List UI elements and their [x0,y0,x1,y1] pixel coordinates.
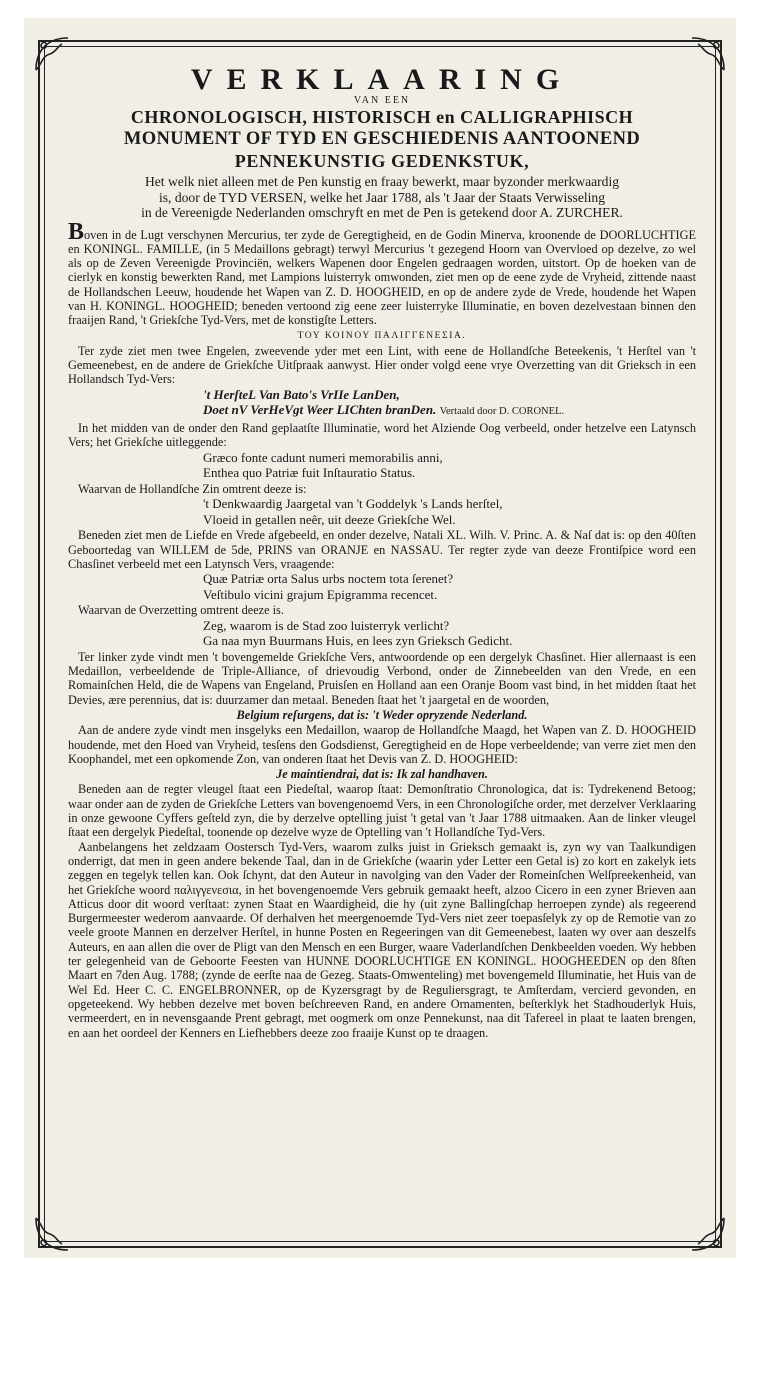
motto-line: Je maintiendrai, dat is: Ik zal handhaven. [276,767,488,782]
verse-line: Græco fonte cadunt numeri memorabilis anni, [203,449,443,465]
subtitle [68,174,696,221]
translator-note: Vertaald door D. CORONEL. [439,406,565,418]
verse-line: Vloeid in getallen neêr, uit deeze Griekſche Wel. [203,511,456,527]
motto-line: Belgium reſurgens, dat is: 't Weder opryzende Nederland. [236,707,528,722]
corner-ornament-icon [32,1214,72,1254]
verse-line: Doet nV VerHeVgt Weer LIChten branDen. Vertaald door D. CORONEL. [203,402,565,418]
paragraph: Aan de andere zyde vindt men insgelyks een Medaillon, waarop de Hollandſche Maagd, het Wapen van Z. D. HOOGHEID houdende, met den Hoed van Vryheid, tesſens den Godsdienst, Geregtigheid en de Hope verbeeldende; van verre ziet men den Koophandel, met een opkomende Zon, van onderen ſtaat het Devis van Z. D. HOOGHEID: [68,723,696,766]
paragraph: Beneden aan de regter vleugel ſtaat een Piedeſtal, waarop ſtaat: Demonſtratio Chronologica, dat is: Tydrekenend Betoog; waar onder aan de zyden de Griekſche Letters van bovengenoemd Vers, in een Chronologiſche order, met derzelver Verklaaring in onze gewoone Cyffers geſteld zyn, die by derzelve optelling juist 't getal van 't Jaar 1788 uitmaaken. Aan de linker vleugel ſtaat een dergelyk Piedeſtal, toonende op dezelve wyze de Optelling van 't Hollandſche Tyd-Vers. [68,782,696,840]
printed-sheet [24,18,736,1258]
verse-line: Zeg, waarom is de Stad zoo luisterryk verlicht? [203,617,450,633]
corner-ornament-icon [688,1214,728,1254]
subtitle-line: is, door de TYD VERSEN, welke het Jaar 1788, als 't Jaar der Staats Verwisseling [158,189,606,205]
paragraph: Boven in de Lugt verschynen Mercurius, ter zyde de Geregtigheid, en de Godin Minerva, kroonende de DOORLUCHTIGE en KONINGL. FAMILLE, (in 5 Medaillons gebragt) terwyl Mercurius 't gezegend Hoorn van Overvloed op dezelve, zo wel als op de Zeven Vereenigde Provinciën, welkers Wapenen door Engelen gedraagen worden, uitstort. Op de hoeken van de cierlyk en konstig bewerkten Rand, met Lampions luisterryk omwonden, ziet men op de eene zyde de Vryheid, zittende naast de Hollandschen Leeuw, houdende het Wapen van Z. D. HOOGHEID, en op de andere zyde de Vrede, houdende het Wapen van H. KONINGL. HOOGHEID; beneden vertoond zig eene zeer luisterryke Illuminatie, en boven dezelvestaan binnen den fraaijen Rand, 't Griekſche Tyd-Vers, met de konstigſte Letters. [68,218,696,328]
verse-line: Quæ Patriæ orta Salus urbs noctem tota ſerenet? [203,571,454,587]
paragraph: Waarvan de Overzetting omtrent deeze is. [78,603,284,618]
subtitle-line: Het welk niet alleen met de Pen kunstig en fraay bewerkt, maar byzonder merkwaardig [144,174,620,189]
verse-line: 't HerſteL Van Bato's VrIIe LanDen, [203,386,400,402]
document-content [68,58,696,1040]
ornamental-border [38,40,722,1248]
paragraph: Aanbelangens het zeldzaam Oostersch Tyd-Vers, waarom zulks juist in Grieksch gemaakt is, zyn wy van Taalkundigen onderrigt, dat men in geen andere bekende Taal, dan in de Griekſche (waarin yder Letter een Getal is) zo kort en zakelyk iets zeggen en tegelyk tellen kan. Ook ſchynt, dat den Auteur in navolging van den Vader der Romeinſchen Welſpreekenheid, van het Griekſche woord παλιγγενεσια, in het bovengenoemde Vers gebruik gemaakt heeft, alzoo Cicero in een zyner Brieven aan Atticus door dit woord verſtaat: zynen Staat en Waardigheid, die hy (uit zyne Ballingſchap herroepen zynde) als regeerend Burgermeester wederom aanvaarde. Of derhalven het meergenoemde Tyd-Vers niet zeer toepasſelyk zy op de Remotie van zo veele groote Mannen en derzelver Herſtel, in hunne Posten en Regeeringen van dit Gemeenebest, laaten wy over aan deszelfs Auteurs, en aan allen die over de Pligt van den Mensch en een Burger, waare Vaderlandſchen Denkbeelden voeden. Wy hebben ter gelegenheid van de Geboorte Feesten van HUNNE DOORLUCHTIGE EN KONINGL. HOOGHEEDEN op den 8ſten Maart en 7den Aug. 1788; (zynde de eerſte naa de Gezeg. Staats-Omwenteling) met bovengemeld Illuminatie, het Huis van de Wel Ed. Heer C. C. ENGELBRONNER, op de Kyzersgragt by de Reguliersgragt, te Amſterdam, vercierd gevonden, en opgeteekend. Wy hebben dezelve met boven beſchreeven Rand, en andere Ornamenten, beſterklyk het Stadhouderlyk Huis, vermeerdert, en in nevensgaande Prent gebragt, met oogmerk om onze Pennekunst, naa dit Tafereel in plaat te laaten brengen, en aan het oordeel der Kenners en Liefhebbers deeze zoo fraaije Kunst op te draagen. [68,839,696,1040]
corner-ornament-icon [32,34,72,74]
drop-cap: B [68,218,85,245]
paragraph: Waarvan de Hollandſche Zin omtrent deeze is: [78,481,307,496]
title-line-gedenkstuk: PENNEKUNSTIG GEDENKSTUK, [234,151,530,171]
greek-chronogram: ΤΟΥ ΚΟΙΝΟΥ ΠΑΛΙΓΓΕΝΕΣΙΑ. [297,330,467,341]
body-text [68,218,696,1040]
document-title: VERKLAARING [190,63,574,96]
paragraph: Ter zyde ziet men twee Engelen, zweevende yder met een Lint, with eene de Hollandſche Beteekenis, 't Herſtel van 't Gemeenebest, en de andere de Griekſche Uitſpraak aanwyst. Hier onder volgd eene vrye Overzetting van dit Grieksch in een Hollandsch Tyd-Vers: [68,343,696,387]
title-line-monument: MONUMENT OF TYD EN GESCHIEDENIS AANTOONEND [123,129,641,149]
paragraph: Beneden ziet men de Liefde en Vrede afgebeeld, en onder dezelve, Natali XL. Wilh. V. Princ. A. & Naſ dat is: op den 40ſten Geboortedag van WILLEM de 5de, PRINS van ORANJE en NASSAU. Ter regter zyde van deeze Frontiſpice word een Chasſinet verbeeld met een Latynsch Vers, vraagende: [68,528,696,571]
paragraph: Ter linker zyde vindt men 't bovengemelde Griekſche Vers, antwoordende op een dergelyk Chasſinet. Hier allernaast is een Medaillon, verbeeldende de Triple-Alliance, of drievoudig Verbond, onder de Zinnebeelden van den Vrede, en een Romainſchen Held, die de Wapens van Engeland, Pruisſen en Holland aan een Oranje Boom vast bind, in het midden ſtaat het Devies, ære perennius, dat is: duurzamer dan metaal. Beneden ſtaat het 't jaargetal en de woorden, [68,649,696,707]
verse-line: Veſtibulo vicini grajum Epigramma recencet. [203,586,438,602]
paragraph: In het midden van de onder den Rand geplaatſte Illuminatie, word het Alziende Oog verbeeld, onder hetzelve een Latynsch Vers; het Griekſche uitleggende: [68,420,696,450]
subtitle-line: in de Vereenigde Nederlanden omschryft en met de Pen is getekend door A. ZURCHER. [141,205,623,220]
verse-line: Enthea quo Patriæ fuit Inſtauratio Status. [203,465,416,481]
title-line-chronologisch: CHRONOLOGISCH, HISTORISCH en CALLIGRAPHISCH [130,107,634,127]
verse-line: Ga naa myn Buurmans Huis, en lees zyn Grieksch Gedicht. [203,633,513,649]
title-connector: VAN EEN [353,95,411,106]
verse-line: 't Denkwaardig Jaargetal van 't Goddelyk 's Lands herſtel, [203,496,503,512]
